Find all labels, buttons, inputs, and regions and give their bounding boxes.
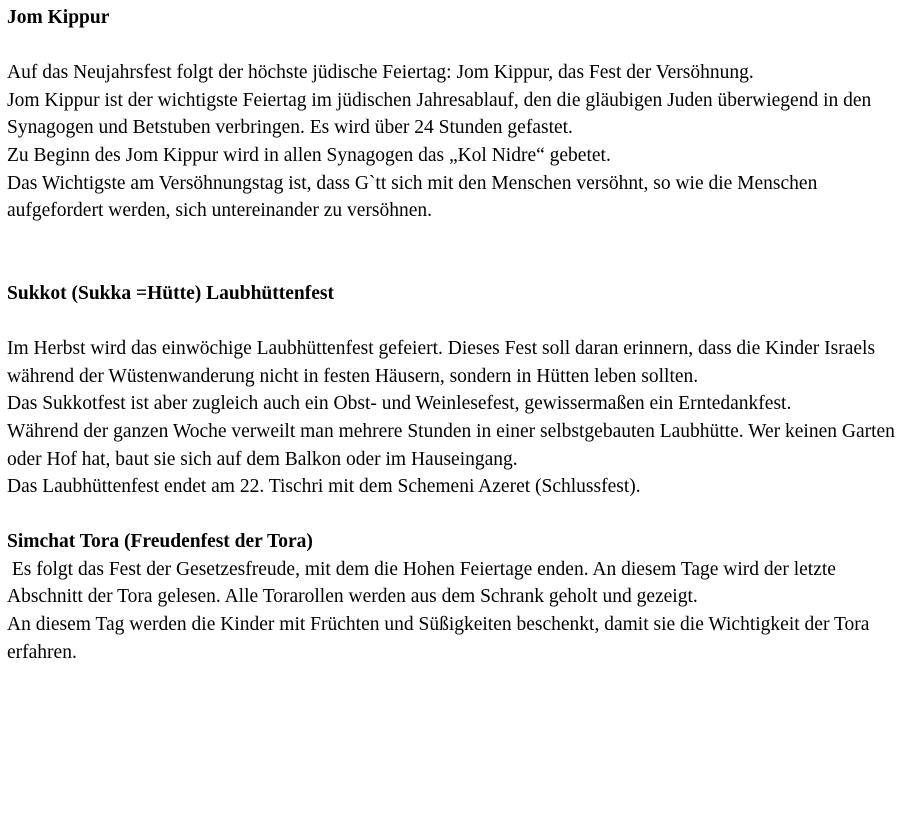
- blank-line: [7, 32, 907, 60]
- section-heading: Simchat Tora (Freudenfest der Tora): [7, 531, 313, 553]
- paragraph: Auf das Neujahrsfest folgt der höchste jüdische Feiertag: Jom Kippur, das Fest der Versöhnung.: [7, 62, 754, 84]
- paragraph: Während der ganzen Woche verweilt man mehrere Stunden in einer selbstgebauten Laubhütte. Wer keinen Garten oder Hof hat, baut sie sich auf dem Balkon oder im Hauseingang.: [7, 420, 895, 470]
- paragraph: Zu Beginn des Jom Kippur wird in allen Synagogen das „Kol Nidre“ gebetet.: [7, 144, 611, 166]
- blank-line: [7, 225, 907, 253]
- paragraph: Jom Kippur ist der wichtigste Feiertag im jüdischen Jahresablauf, den die gläubigen Juden überwiegend in den Synagogen und Betstuben verbringen. Es wird über 24 Stunden gefastet.: [7, 89, 872, 139]
- section-simchat-tora: [7, 528, 907, 666]
- section-sukkot: [7, 280, 907, 501]
- paragraph: Das Laubhüttenfest endet am 22. Tischri mit dem Schemeni Azeret (Schlussfest).: [7, 476, 641, 498]
- paragraph: An diesem Tag werden die Kinder mit Früchten und Süßigkeiten beschenkt, damit sie die Wichtigkeit der Tora erfahren.: [7, 614, 870, 663]
- blank-line: [7, 501, 907, 529]
- paragraph: Es folgt das Fest der Gesetzesfreude, mit dem die Hohen Feiertage enden. An diesem Tage wird der letzte Abschnitt der Tora gelesen. Alle Torarollen werden aus dem Schrank geholt und gezeigt.: [7, 558, 840, 608]
- paragraph: Das Sukkotfest ist aber zugleich auch ein Obst- und Weinlesefest, gewissermaßen ein Erntedankfest.: [7, 393, 792, 415]
- paragraph: Im Herbst wird das einwöchige Laubhüttenfest gefeiert. Dieses Fest soll daran erinnern, dass die Kinder Israels während der Wüstenwanderung nicht in festen Häusern, sondern in Hütten leben sollten.: [7, 338, 876, 387]
- paragraph: Das Wichtigste am Versöhnungstag ist, dass G`tt sich mit den Menschen versöhnt, so wie die Menschen aufgefordert werden, sich untereinander zu versöhnen.: [7, 172, 818, 222]
- section-heading: Jom Kippur: [7, 7, 110, 28]
- section-heading: Sukkot (Sukka =Hütte) Laubhüttenfest: [7, 282, 334, 304]
- section-jom-kippur: [7, 4, 907, 225]
- blank-line: [7, 252, 907, 280]
- blank-line: [7, 308, 907, 336]
